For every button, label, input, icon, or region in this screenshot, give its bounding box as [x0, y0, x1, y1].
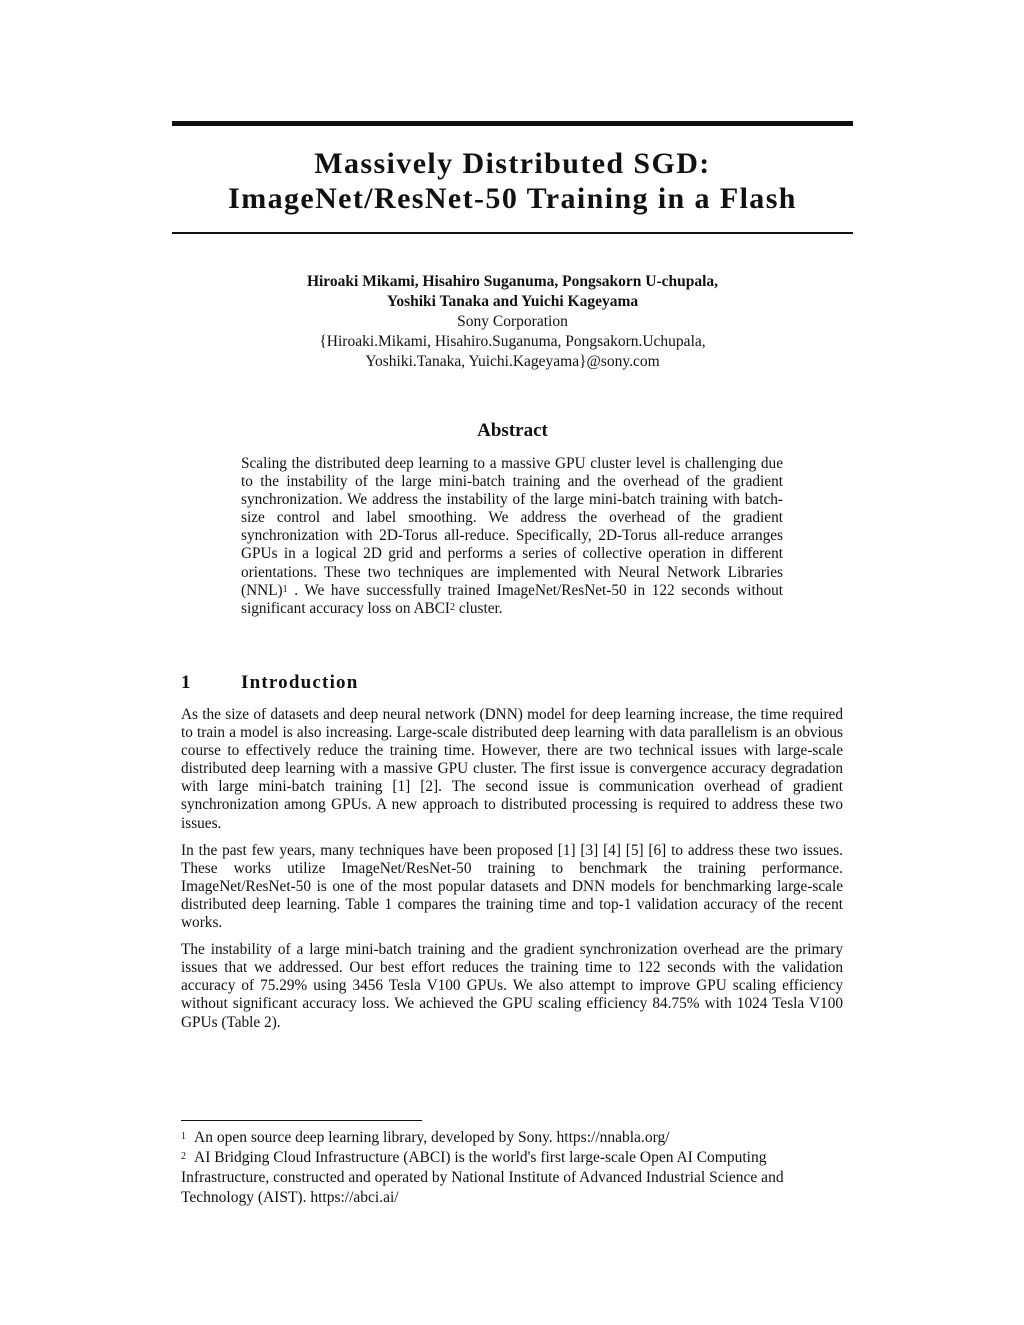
author-emails: [172, 332, 853, 372]
footnote-1: [181, 1128, 843, 1148]
paper-title: [172, 146, 853, 216]
abstract-text-part-1: Scaling the distributed deep learning to a massive GPU cluster level is challenging due to the instability of the large mini-batch training and the overhead of the gradient synchronization. We address the instability of the large mini-batch training with batch-size control and label smoothing. We address the overhead of the gradient synchronization with 2D-Torus all-reduce. Specifically, 2D-Torus all-reduce arranges GPUs in a logical 2D grid and performs a series of collective operation in different orientations. These two techniques are implemented with Neural Network Libraries (NNL): [241, 455, 783, 599]
abstract-text-part-3: cluster.: [455, 599, 503, 617]
title-line-2: ImageNet/ResNet-50 Training in a Flash: [228, 182, 797, 215]
affiliation: Sony Corporation: [457, 313, 568, 330]
footnote-1-text: An open source deep learning library, developed by Sony. https://nnabla.org/: [194, 1129, 670, 1146]
introduction-body: [181, 706, 843, 1041]
intro-paragraph-1: As the size of datasets and deep neural network (DNN) model for deep learning increase, the time required to train a model is also increasing. Large-scale distributed deep learning with data parallelism is an obvious course to effectively reduce the training time. However, there are two technical issues with large-scale distributed deep learning with a massive GPU cluster. The first issue is convergence accuracy degradation with large mini-batch training [1] [2]. The second issue is communication overhead of gradient synchronization among GPUs. A new approach to distributed processing is required to address these two issues.: [181, 706, 843, 832]
abstract-heading: Abstract: [477, 420, 548, 441]
emails-line-2: Yoshiki.Tanaka, Yuichi.Kageyama}@sony.com: [365, 353, 660, 370]
abstract-text-part-2: . We have successfully trained ImageNet/ResNet-50 in 122 seconds without significant accuracy loss on ABCI: [241, 581, 783, 617]
footnote-1-mark: 1: [181, 1131, 186, 1142]
section-number: 1: [181, 672, 192, 693]
section-heading-introduction: [181, 672, 359, 694]
footnotes: [181, 1128, 843, 1208]
author-names-line-1: Hiroaki Mikami, Hisahiro Suganuma, Pongsakorn U-chupala,: [306, 273, 719, 290]
footnote-2-mark: 2: [181, 1151, 186, 1162]
emails-line-1: {Hiroaki.Mikami, Hisahiro.Suganuma, Pongsakorn.Uchupala,: [319, 333, 706, 350]
footnote-ref-1: 1: [282, 583, 288, 595]
footnote-separator: [181, 1120, 422, 1121]
intro-paragraph-2: In the past few years, many techniques have been proposed [1] [3] [4] [5] [6] to address these two issues. These works utilize ImageNet/ResNet-50 training to benchmark the training performance. ImageNet/ResNet-50 is one of the most popular datasets and DNN models for benchmarking large-scale distributed deep learning. Table 1 compares the training time and top-1 validation accuracy of the recent works.: [181, 841, 843, 932]
footnote-ref-2: 2: [450, 601, 456, 613]
author-names: [172, 272, 853, 312]
author-block: [172, 272, 853, 372]
abstract-text: [241, 455, 783, 618]
title-line-1: Massively Distributed SGD:: [314, 147, 711, 180]
title-bottom-rule: [172, 232, 853, 234]
section-title: Introduction: [241, 672, 359, 693]
footnote-2: [181, 1148, 843, 1208]
intro-paragraph-3: The instability of a large mini-batch training and the gradient synchronization overhead are the primary issues that we addressed. Our best effort reduces the training time to 122 seconds with the validation accuracy of 75.29% using 3456 Tesla V100 GPUs. We also attempt to improve GPU scaling efficiency without significant accuracy loss. We achieved the GPU scaling efficiency 84.75% with 1024 Tesla V100 GPUs (Table 2).: [181, 941, 843, 1031]
author-names-line-2: Yoshiki Tanaka and Yuichi Kageyama: [386, 293, 639, 310]
footnote-2-text: AI Bridging Cloud Infrastructure (ABCI) is the world's first large-scale Open AI Computing Infrastructure, constructed and operated by National Institute of Advanced Industrial Science and Technology (AIST). https://abci.ai/: [181, 1149, 784, 1206]
title-top-rule: [172, 121, 853, 126]
